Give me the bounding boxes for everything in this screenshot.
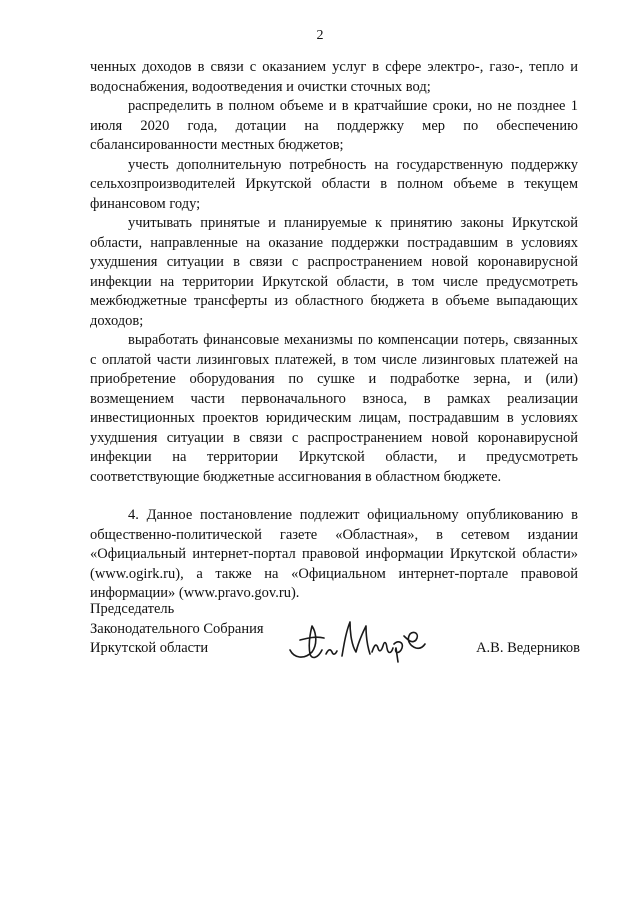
page-number: 2 (316, 28, 324, 43)
signature-block (90, 600, 580, 670)
paragraph-continuation: ченных доходов в связи с оказанием услуг в сфере электро-, газо-, тепло и водоснабжения, водоотведения и очистки сточных вод; (90, 59, 578, 95)
paragraph-leasing: выработать финансовые механизмы по компенсации потерь, связанных с оплатой части лизинговых платежей, в том числе лизинговых платежей на приобретение оборудования по сушке и подработке зерна, и (или) возмещением части первоначального взноса, в рамках реализации инвестиционных проектов юридическим лицам, пострадавшим в условиях ухудшения ситуации в связи с распространением новой коронавирусной инфекции на территории Иркутской области, и предусмотреть соответствующие бюджетные ассигнования в областном бюджете. (90, 332, 578, 485)
paragraph-item-4-publication: 4. Данное постановление подлежит официальному опубликованию в общественно-политической газете «Областная», в сетевом издании «Официальный интернет-портал правовой информации Иркутской области» (www.ogirk.ru), а также на «Официальном интернет-портале правовой информации» (www.pravo.gov.ru). (90, 507, 578, 601)
signer-title-line: Председатель (90, 601, 175, 617)
document-body (90, 58, 578, 604)
signer-title (90, 600, 264, 659)
paragraph-regional-laws: учитывать принятые и планируемые к принятию законы Иркутской области, направленные на оказание поддержки пострадавшим в условиях ухудшения ситуации в связи с распространением новой коронавирусной инфекции на территории Иркутской области, в том числе предусмотреть межбюджетные трансферты из областного бюджета в объеме выпадающих доходов; (90, 215, 578, 329)
paragraph-subsidies: распределить в полном объеме и в кратчайшие сроки, но не позднее 1 июля 2020 года, дотации на поддержку мер по обеспечению сбалансированности местных бюджетов; (90, 98, 578, 153)
signer-title-line: Иркутской области (90, 640, 209, 656)
signer-name: А.В. Ведерников (476, 640, 580, 656)
paragraph-agriculture: учесть дополнительную потребность на государственную поддержку сельхозпроизводителей Иркутской области в полном объеме в текущем финансовом году; (90, 156, 578, 212)
signer-title-line: Законодательного Собрания (90, 620, 264, 637)
handwritten-signature-icon (286, 614, 426, 664)
